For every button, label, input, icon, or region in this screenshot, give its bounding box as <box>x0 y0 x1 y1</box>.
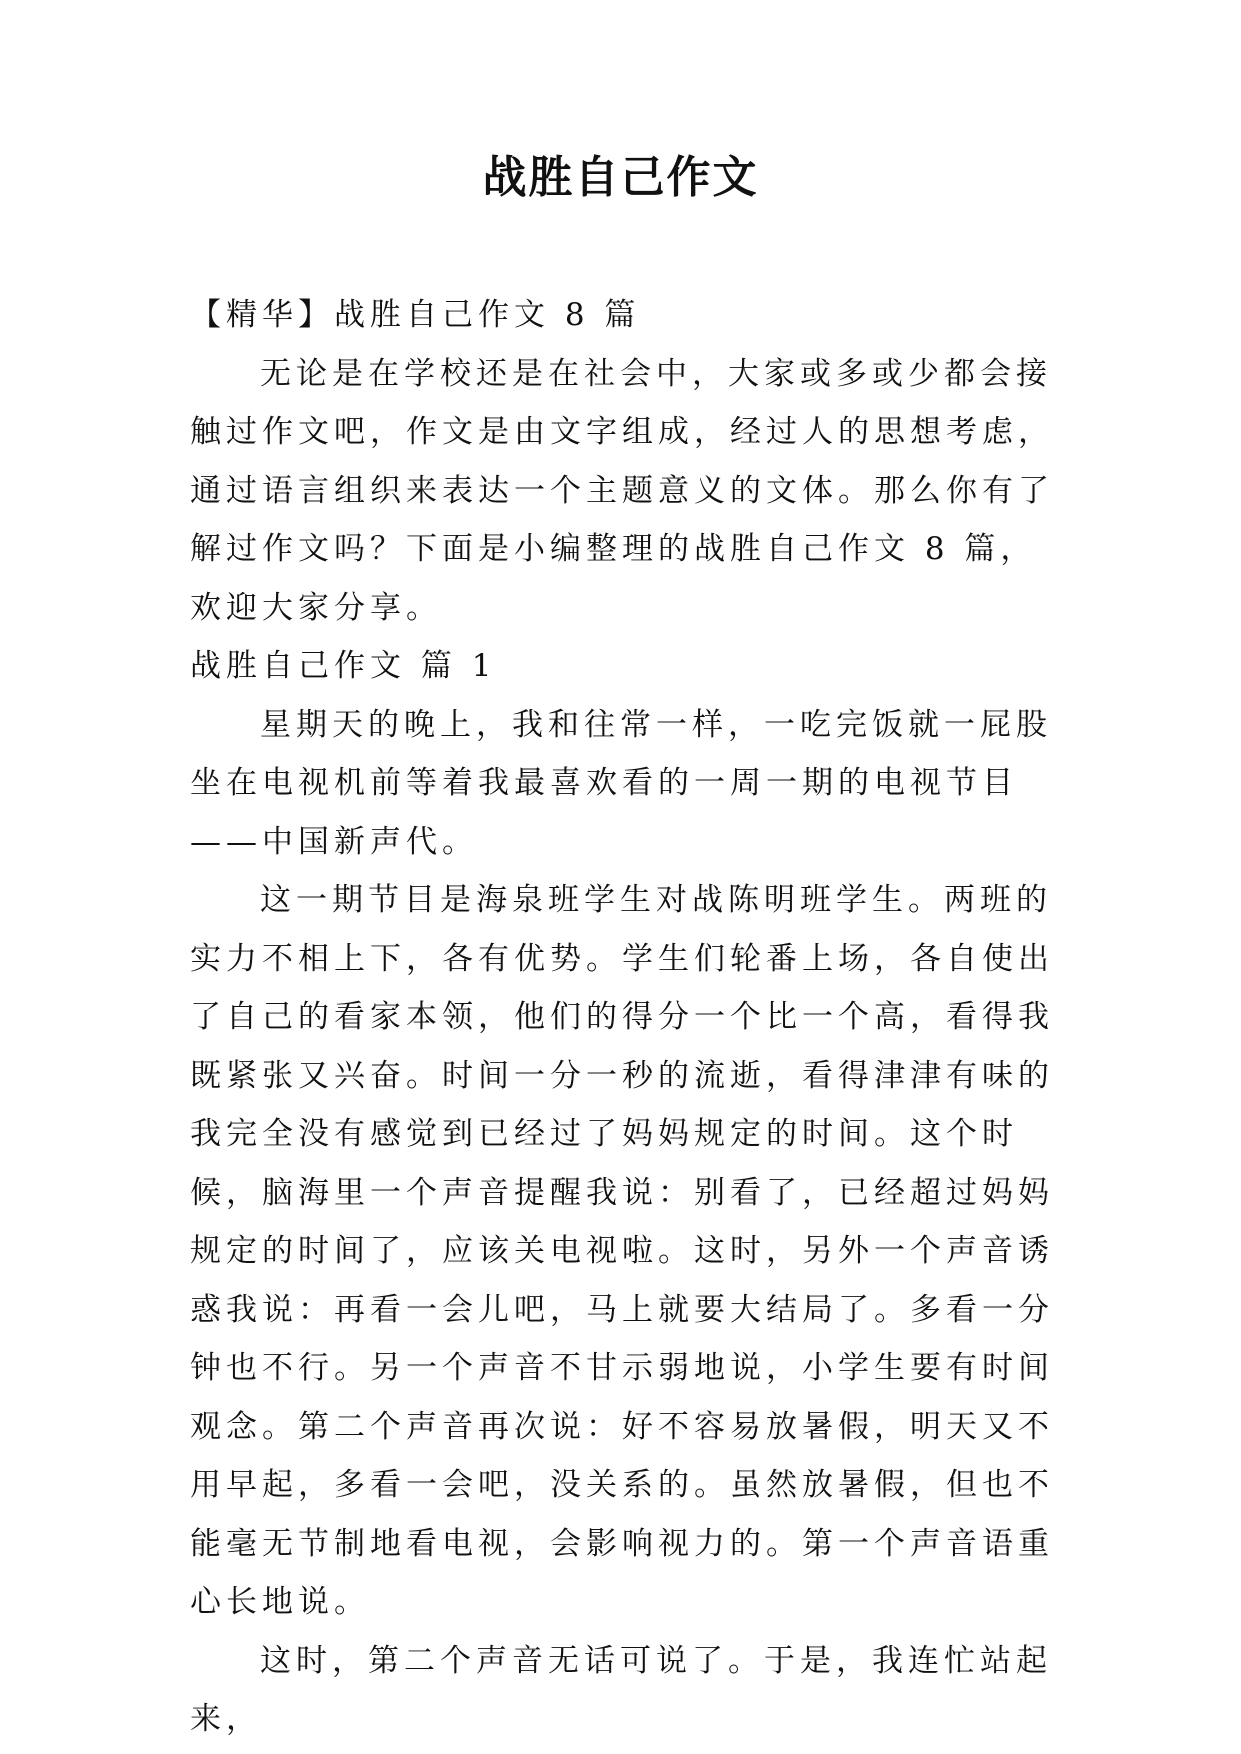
body-paragraph-1: 星期天的晚上，我和往常一样，一吃完饭就一屁股坐在电视机前等着我最喜欢看的一周一期的电视节目——中国新声代。 <box>190 706 1052 860</box>
section-heading: 战胜自己作文 篇 1 <box>190 648 497 684</box>
document-body <box>190 286 1070 1749</box>
intro-paragraph: 无论是在学校还是在社会中，大家或多或少都会接触过作文吧，作文是由文字组成，经过人的思想考虑，通过语言组织来表达一个主题意义的文体。那么你有了解过作文吗？下面是小编整理的战胜自己作文 8 篇，欢迎大家分享。 <box>190 355 1054 626</box>
body-paragraph-2: 这一期节目是海泉班学生对战陈明班学生。两班的实力不相上下，各有优势。学生们轮番上场，各自使出了自己的看家本领，他们的得分一个比一个高，看得我既紧张又兴奋。时间一分一秒的流逝，看得津津有味的我完全没有感觉到已经过了妈妈规定的时间。这个时候，脑海里一个声音提醒我说：别看了，已经超过妈妈规定的时间了，应该关电视啦。这时，另外一个声音诱惑我说：再看一会儿吧，马上就要大结局了。多看一分钟也不行。另一个声音不甘示弱地说，小学生要有时间观念。第二个声音再次说：好不容易放暑假，明天又不用早起，多看一会吧，没关系的。虽然放暑假，但也不能毫无节制地看电视，会影响视力的。第一个声音语重心长地说。 <box>190 882 1054 1620</box>
document-title: 战胜自己作文 <box>482 152 759 203</box>
document-subtitle: 【精华】战胜自己作文 8 篇 <box>190 297 641 333</box>
body-paragraph-3: 这时，第二个声音无话可说了。于是，我连忙站起来， <box>190 1642 1052 1737</box>
